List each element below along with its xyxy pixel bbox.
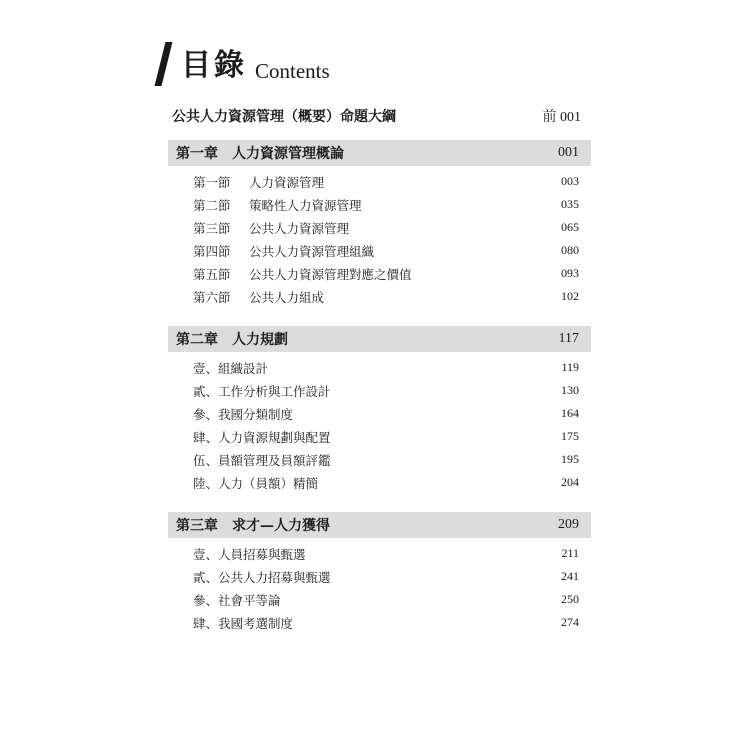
- section-page: 080: [561, 243, 579, 257]
- chapter-sections: [168, 542, 591, 634]
- section-title: 公共人力資源管理對應之價值: [249, 266, 412, 282]
- section-row[interactable]: [168, 542, 591, 565]
- section-title: 貳、公共人力招募與甄選: [193, 569, 331, 585]
- section-row[interactable]: [168, 611, 591, 634]
- section-row[interactable]: [168, 425, 591, 448]
- section-title: 肆、人力資源規劃與配置: [193, 429, 331, 445]
- chapter-number: 第三章: [176, 518, 218, 534]
- section-row[interactable]: [168, 262, 591, 285]
- section-title: 公共人力組成: [249, 289, 325, 305]
- section-row[interactable]: [168, 379, 591, 402]
- chapter-page: 209: [558, 517, 579, 532]
- toc-list: [168, 103, 591, 634]
- section-number: 第四節: [193, 243, 231, 259]
- chapter-sections: [168, 170, 591, 308]
- section-number: 第二節: [193, 197, 231, 213]
- section-page: 164: [561, 406, 579, 420]
- section-page: 130: [561, 383, 579, 397]
- section-title: 參、社會平等論: [193, 592, 281, 608]
- section-title: 肆、我國考選制度: [193, 615, 294, 631]
- chapter-page: 001: [558, 145, 579, 160]
- chapter-number: 第一章: [176, 146, 218, 162]
- chapter-row[interactable]: [168, 140, 591, 166]
- chapter-number: 第二章: [176, 332, 218, 348]
- section-number: 第六節: [193, 289, 231, 305]
- section-row[interactable]: [168, 170, 591, 193]
- toc-prelim-row[interactable]: [168, 103, 591, 129]
- chapter-sections: [168, 356, 591, 494]
- heading-title-en: Contents: [255, 59, 330, 83]
- section-title: 參、我國分類制度: [193, 406, 294, 422]
- section-page: 250: [561, 592, 579, 606]
- section-page: 204: [561, 475, 579, 489]
- chapter-row[interactable]: [168, 326, 591, 352]
- section-number: 第三節: [193, 220, 231, 236]
- section-title: 公共人力資源管理: [249, 220, 350, 236]
- chapter-title: 人力資源管理概論: [232, 146, 344, 162]
- slash-icon: [155, 42, 173, 86]
- section-title: 人力資源管理: [249, 174, 325, 190]
- section-title: 公共人力資源管理組織: [249, 243, 375, 259]
- section-title: 伍、員額管理及員額評鑑: [193, 452, 331, 468]
- section-row[interactable]: [168, 565, 591, 588]
- section-number: 第五節: [193, 266, 231, 282]
- section-page: 065: [561, 220, 579, 234]
- heading-title-zh: 目錄: [181, 48, 247, 83]
- toc-heading: [160, 38, 330, 88]
- chapter-title: 求才—人力獲得: [232, 518, 330, 534]
- section-row[interactable]: [168, 588, 591, 611]
- chapter-title: 人力規劃: [232, 332, 288, 348]
- section-page: 274: [561, 615, 579, 629]
- section-page: 119: [561, 360, 579, 374]
- section-row[interactable]: [168, 285, 591, 308]
- section-page: 093: [561, 266, 579, 280]
- section-title: 貳、工作分析與工作設計: [193, 383, 331, 399]
- prelim-title: 公共人力資源管理（概要）命題大綱: [172, 109, 396, 125]
- chapter-page: 117: [558, 331, 579, 346]
- section-row[interactable]: [168, 356, 591, 379]
- section-title: 陸、人力（員額）精簡: [193, 475, 319, 491]
- section-title: 壹、人員招募與甄選: [193, 546, 306, 562]
- section-page: 195: [561, 452, 579, 466]
- section-row[interactable]: [168, 193, 591, 216]
- section-page: 035: [561, 197, 579, 211]
- section-number: 第一節: [193, 174, 231, 190]
- section-title: 策略性人力資源管理: [249, 197, 362, 213]
- section-row[interactable]: [168, 448, 591, 471]
- section-row[interactable]: [168, 402, 591, 425]
- section-page: 211: [561, 546, 579, 560]
- section-row[interactable]: [168, 216, 591, 239]
- section-page: 175: [561, 429, 579, 443]
- section-title: 壹、組織設計: [193, 360, 269, 376]
- section-page: 241: [561, 569, 579, 583]
- section-row[interactable]: [168, 239, 591, 262]
- section-page: 003: [561, 174, 579, 188]
- prelim-page: 前 001: [542, 110, 581, 125]
- section-row[interactable]: [168, 471, 591, 494]
- section-page: 102: [561, 289, 579, 303]
- chapter-row[interactable]: [168, 512, 591, 538]
